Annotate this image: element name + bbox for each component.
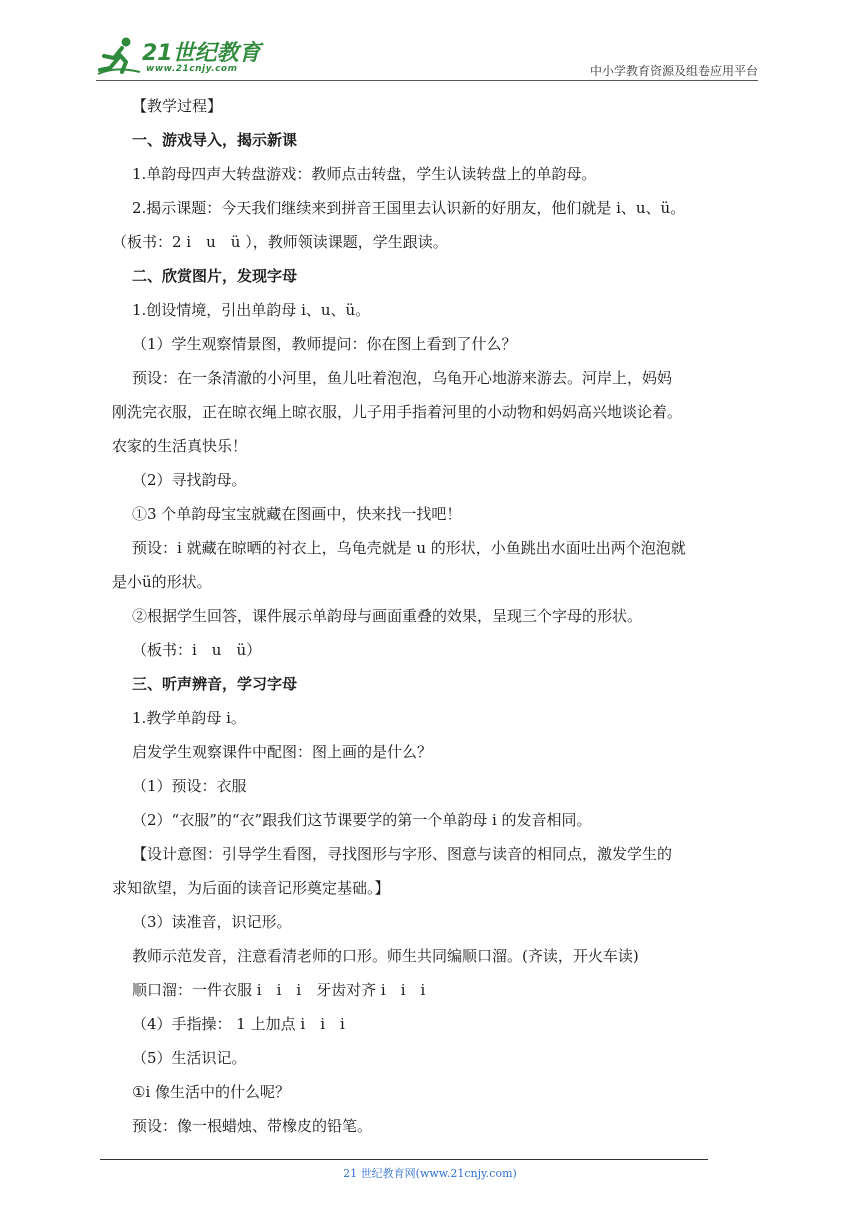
paragraph-line: （3）读准音，识记形。 — [132, 913, 292, 931]
section-heading: 【教学过程】 — [132, 97, 223, 115]
paragraph-line: 顺口溜：一件衣服 i i i 牙齿对齐 i i i — [132, 981, 426, 999]
paragraph-line: 启发学生观察课件中配图：图上画的是什么？ — [132, 743, 433, 761]
paragraph-line: （1）预设：衣服 — [132, 777, 247, 795]
logo-main-text: 21世纪教育 — [142, 41, 261, 66]
paragraph-line: 2.揭示课题：今天我们继续来到拼音王国里去认识新的好朋友，他们就是 i、u、ü。 — [132, 199, 686, 217]
paragraph-line: （2）寻找韵母。 — [132, 471, 247, 489]
paragraph-line: 预设：像一根蜡烛、带橡皮的铅笔。 — [132, 1117, 373, 1135]
paragraph-line: （2）“衣服”的“衣”跟我们这节课要学的第一个单韵母 i 的发音相同。 — [132, 811, 592, 829]
header-platform-text: 中小学教育资源及组卷应用平台 — [589, 64, 758, 78]
logo-sub-text: www.21cnjy.com — [146, 64, 238, 74]
paragraph-line: 刚洗完衣服，正在晾衣绳上晾衣服，儿子用手指着河里的小动物和妈妈高兴地谈论着。 — [112, 403, 683, 421]
paragraph-line: 教师示范发音，注意看清老师的口形。师生共同编顺口溜。(齐读，开火车读) — [132, 947, 639, 965]
section-heading: 二、欣赏图片，发现字母 — [132, 267, 298, 285]
paragraph-line: ①3 个单韵母宝宝就藏在图画中，快来找一找吧！ — [132, 505, 462, 523]
paragraph-line: ①i 像生活中的什么呢？ — [132, 1083, 291, 1101]
paragraph-line: （4）手指操： 1 上加点 i i i — [132, 1015, 345, 1033]
runner-icon — [96, 36, 142, 76]
footer-link[interactable]: 21 世纪教育网(www.21cnjy.com) — [343, 1167, 517, 1180]
paragraph-line: 1.教学单韵母 i。 — [132, 709, 246, 727]
footer-divider — [100, 1159, 708, 1160]
paragraph-line: （板书：i u ü） — [132, 641, 262, 659]
site-logo — [96, 34, 266, 78]
paragraph-line: 预设：i 就藏在晾晒的衬衣上，乌龟壳就是 u 的形状，小鱼跳出水面吐出两个泡泡就 — [132, 539, 686, 557]
paragraph-line: 1.创设情境，引出单韵母 i、u、ü。 — [132, 301, 371, 319]
header-divider — [96, 80, 758, 81]
paragraph-line: （板书：2 i u ü ），教师领读课题，学生跟读。 — [112, 233, 448, 251]
paragraph-line: 农家的生活真快乐！ — [112, 437, 248, 455]
section-heading: 三、听声辨音，学习字母 — [132, 675, 298, 693]
paragraph-line: 预设：在一条清澈的小河里，鱼儿吐着泡泡，乌龟开心地游来游去。河岸上，妈妈 — [132, 369, 673, 387]
paragraph-line: 是小ü的形状。 — [112, 573, 212, 591]
page-header — [96, 34, 758, 80]
design-intent-line: 求知欲望，为后面的读音记形奠定基础。】 — [112, 879, 390, 897]
paragraph-line: （1）学生观察情景图，教师提问：你在图上看到了什么？ — [132, 335, 517, 353]
paragraph-line: ②根据学生回答，课件展示单韵母与画面重叠的效果，呈现三个字母的形状。 — [132, 607, 643, 625]
paragraph-line: （5）生活识记。 — [132, 1049, 247, 1067]
paragraph-line: 1.单韵母四声大转盘游戏：教师点击转盘，学生认读转盘上的单韵母。 — [132, 165, 597, 183]
section-heading: 一、游戏导入，揭示新课 — [132, 131, 298, 149]
design-intent-line: 【设计意图：引导学生看图，寻找图形与字形、图意与读音的相同点，激发学生的 — [132, 845, 673, 863]
